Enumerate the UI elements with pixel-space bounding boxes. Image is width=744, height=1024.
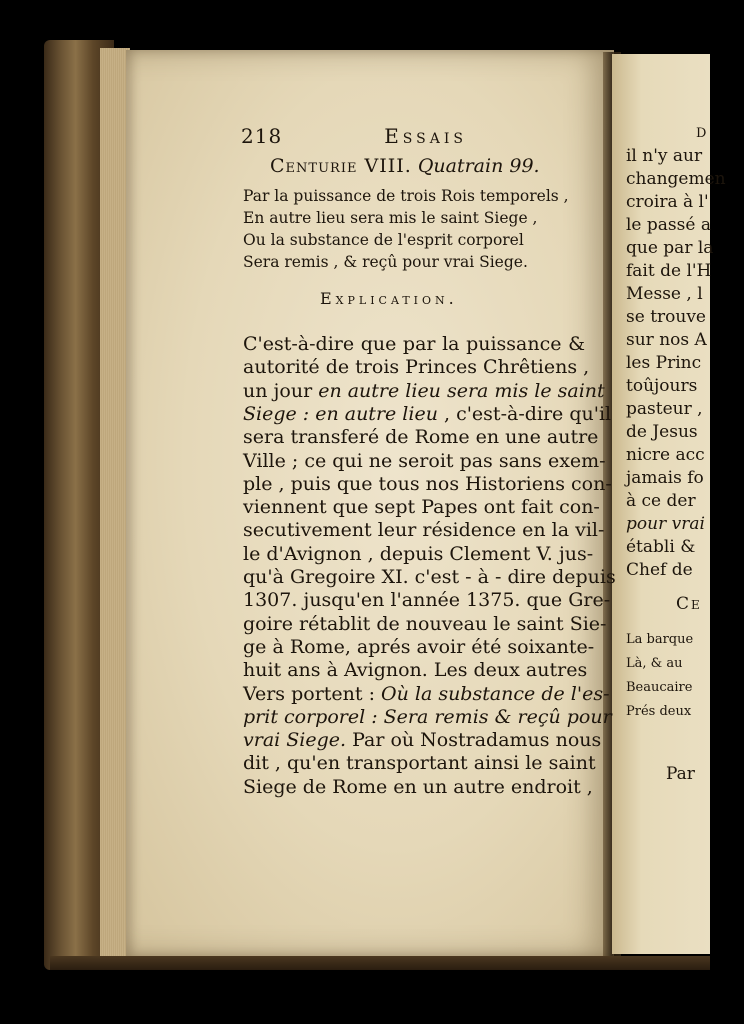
text-segment: , c'est-à-dire qu'il xyxy=(437,402,612,425)
right-page-line: Prés deux xyxy=(626,704,692,719)
text-segment: dit , qu'en transportant ainsi le saint xyxy=(243,752,596,775)
body-text-line xyxy=(243,635,595,658)
right-page-line: Par xyxy=(666,764,695,784)
right-page-line: fait de l'H xyxy=(626,261,712,281)
quatrain-label: Quatrain 99. xyxy=(417,155,540,177)
right-page-line: établi & xyxy=(626,537,696,557)
right-page-line: les Princ xyxy=(626,353,702,373)
verse-line: Ou la substance de l'esprit corporel xyxy=(243,231,524,249)
body-text-line xyxy=(243,566,616,588)
body-text-line xyxy=(243,379,605,402)
italic-segment: Siege : en autre lieu xyxy=(243,402,438,425)
italic-segment: prit corporel : Sera remis & reçû pour xyxy=(243,705,612,728)
text-segment: autorité de trois Princes Chrêtiens , xyxy=(243,356,590,379)
body-text-line xyxy=(243,612,607,635)
body-text-line xyxy=(243,426,599,449)
body-text-line xyxy=(243,356,590,379)
verse-line: Par la puissance de trois Rois temporels , xyxy=(243,187,569,205)
right-page-line: Ce xyxy=(676,594,702,614)
right-page-line: pasteur , xyxy=(626,399,703,419)
right-page-line: Messe , l xyxy=(626,284,703,304)
text-segment: 1307. jusqu'en l'année 1375. que Gre- xyxy=(243,589,611,612)
text-segment: C'est-à-dire que par la puissance & xyxy=(243,333,585,355)
book-bottom-edge xyxy=(50,956,710,970)
right-page-line: toûjours xyxy=(626,376,698,396)
right-page-line: le passé a xyxy=(626,215,711,235)
right-page-line: sur nos A xyxy=(626,330,707,350)
body-text-line xyxy=(243,775,593,798)
text-segment: Ville ; ce qui ne seroit pas sans exem- xyxy=(243,449,606,472)
running-title: Essais xyxy=(384,124,467,148)
centurie-heading xyxy=(270,155,540,177)
right-page-line: il n'y aur xyxy=(626,146,703,166)
text-segment: qu'à Gregoire XI. c'est - à - dire depuis xyxy=(243,566,616,588)
page-number: 218 xyxy=(241,124,283,148)
body-text-line xyxy=(243,496,600,519)
body-text-line xyxy=(243,589,611,612)
text-segment: sera transferé de Rome en une autre xyxy=(243,426,599,449)
body-text-line xyxy=(243,519,605,542)
running-header xyxy=(241,124,467,148)
right-page xyxy=(612,54,726,954)
text-segment: huit ans à Avignon. Les deux autres xyxy=(243,659,588,682)
explication-heading: Explication. xyxy=(320,289,458,308)
right-page-line: à ce der xyxy=(626,491,696,511)
body-text-line xyxy=(243,752,596,775)
right-page-line: nicre acc xyxy=(626,445,705,465)
italic-segment: Où la substance de l'es- xyxy=(381,682,610,705)
right-page-line: pour vrai xyxy=(626,514,705,534)
right-page-line: jamais fo xyxy=(626,468,704,488)
text-segment: Par où Nostradamus nous xyxy=(346,729,602,752)
right-page-line: Là, & au xyxy=(626,656,683,671)
verse-line: Sera remis , & reçû pour vrai Siege. xyxy=(243,253,528,271)
right-page-line: Beaucaire xyxy=(626,680,693,695)
body-text-line xyxy=(243,333,585,355)
text-segment: ge à Rome, aprés avoir été soixante- xyxy=(243,635,595,658)
text-segment: Siege de Rome en un autre endroit , xyxy=(243,775,593,798)
body-text-line xyxy=(243,729,602,752)
centurie-label: Centurie VIII. xyxy=(270,155,412,177)
body-text-line xyxy=(243,402,612,425)
body-text-line xyxy=(243,682,610,705)
right-page-line: de Jesus xyxy=(626,422,698,442)
italic-segment: en autre lieu sera mis le saint xyxy=(318,379,605,402)
italic-segment: vrai Siege. xyxy=(243,729,347,752)
body-text-line xyxy=(243,472,612,495)
body-text-line xyxy=(243,705,612,728)
text-segment: viennent que sept Papes ont fait con- xyxy=(243,496,600,519)
text-segment: un jour xyxy=(243,379,319,402)
body-text-line xyxy=(243,542,594,565)
right-page-line: croira à l' xyxy=(626,192,709,212)
text-segment: le d'Avignon , depuis Clement V. jus- xyxy=(243,542,594,565)
text-segment: secutivement leur résidence en la vil- xyxy=(243,519,605,542)
body-text-line xyxy=(243,449,606,472)
right-page-line: que par la xyxy=(626,238,714,258)
right-page-line: Chef de xyxy=(626,560,693,580)
verse-line: En autre lieu sera mis le saint Siege , xyxy=(243,209,538,227)
body-text-line xyxy=(243,659,588,682)
text-segment: ple , puis que tous nos Historiens con- xyxy=(243,472,612,495)
right-page-line: changemen xyxy=(626,169,726,189)
right-page-line: La barque xyxy=(626,632,694,647)
right-page-line: se trouve xyxy=(626,307,706,327)
right-page-line: D xyxy=(696,126,707,141)
text-segment: Vers portent : xyxy=(243,682,382,705)
text-segment: goire rétablit de nouveau le saint Sie- xyxy=(243,612,607,635)
